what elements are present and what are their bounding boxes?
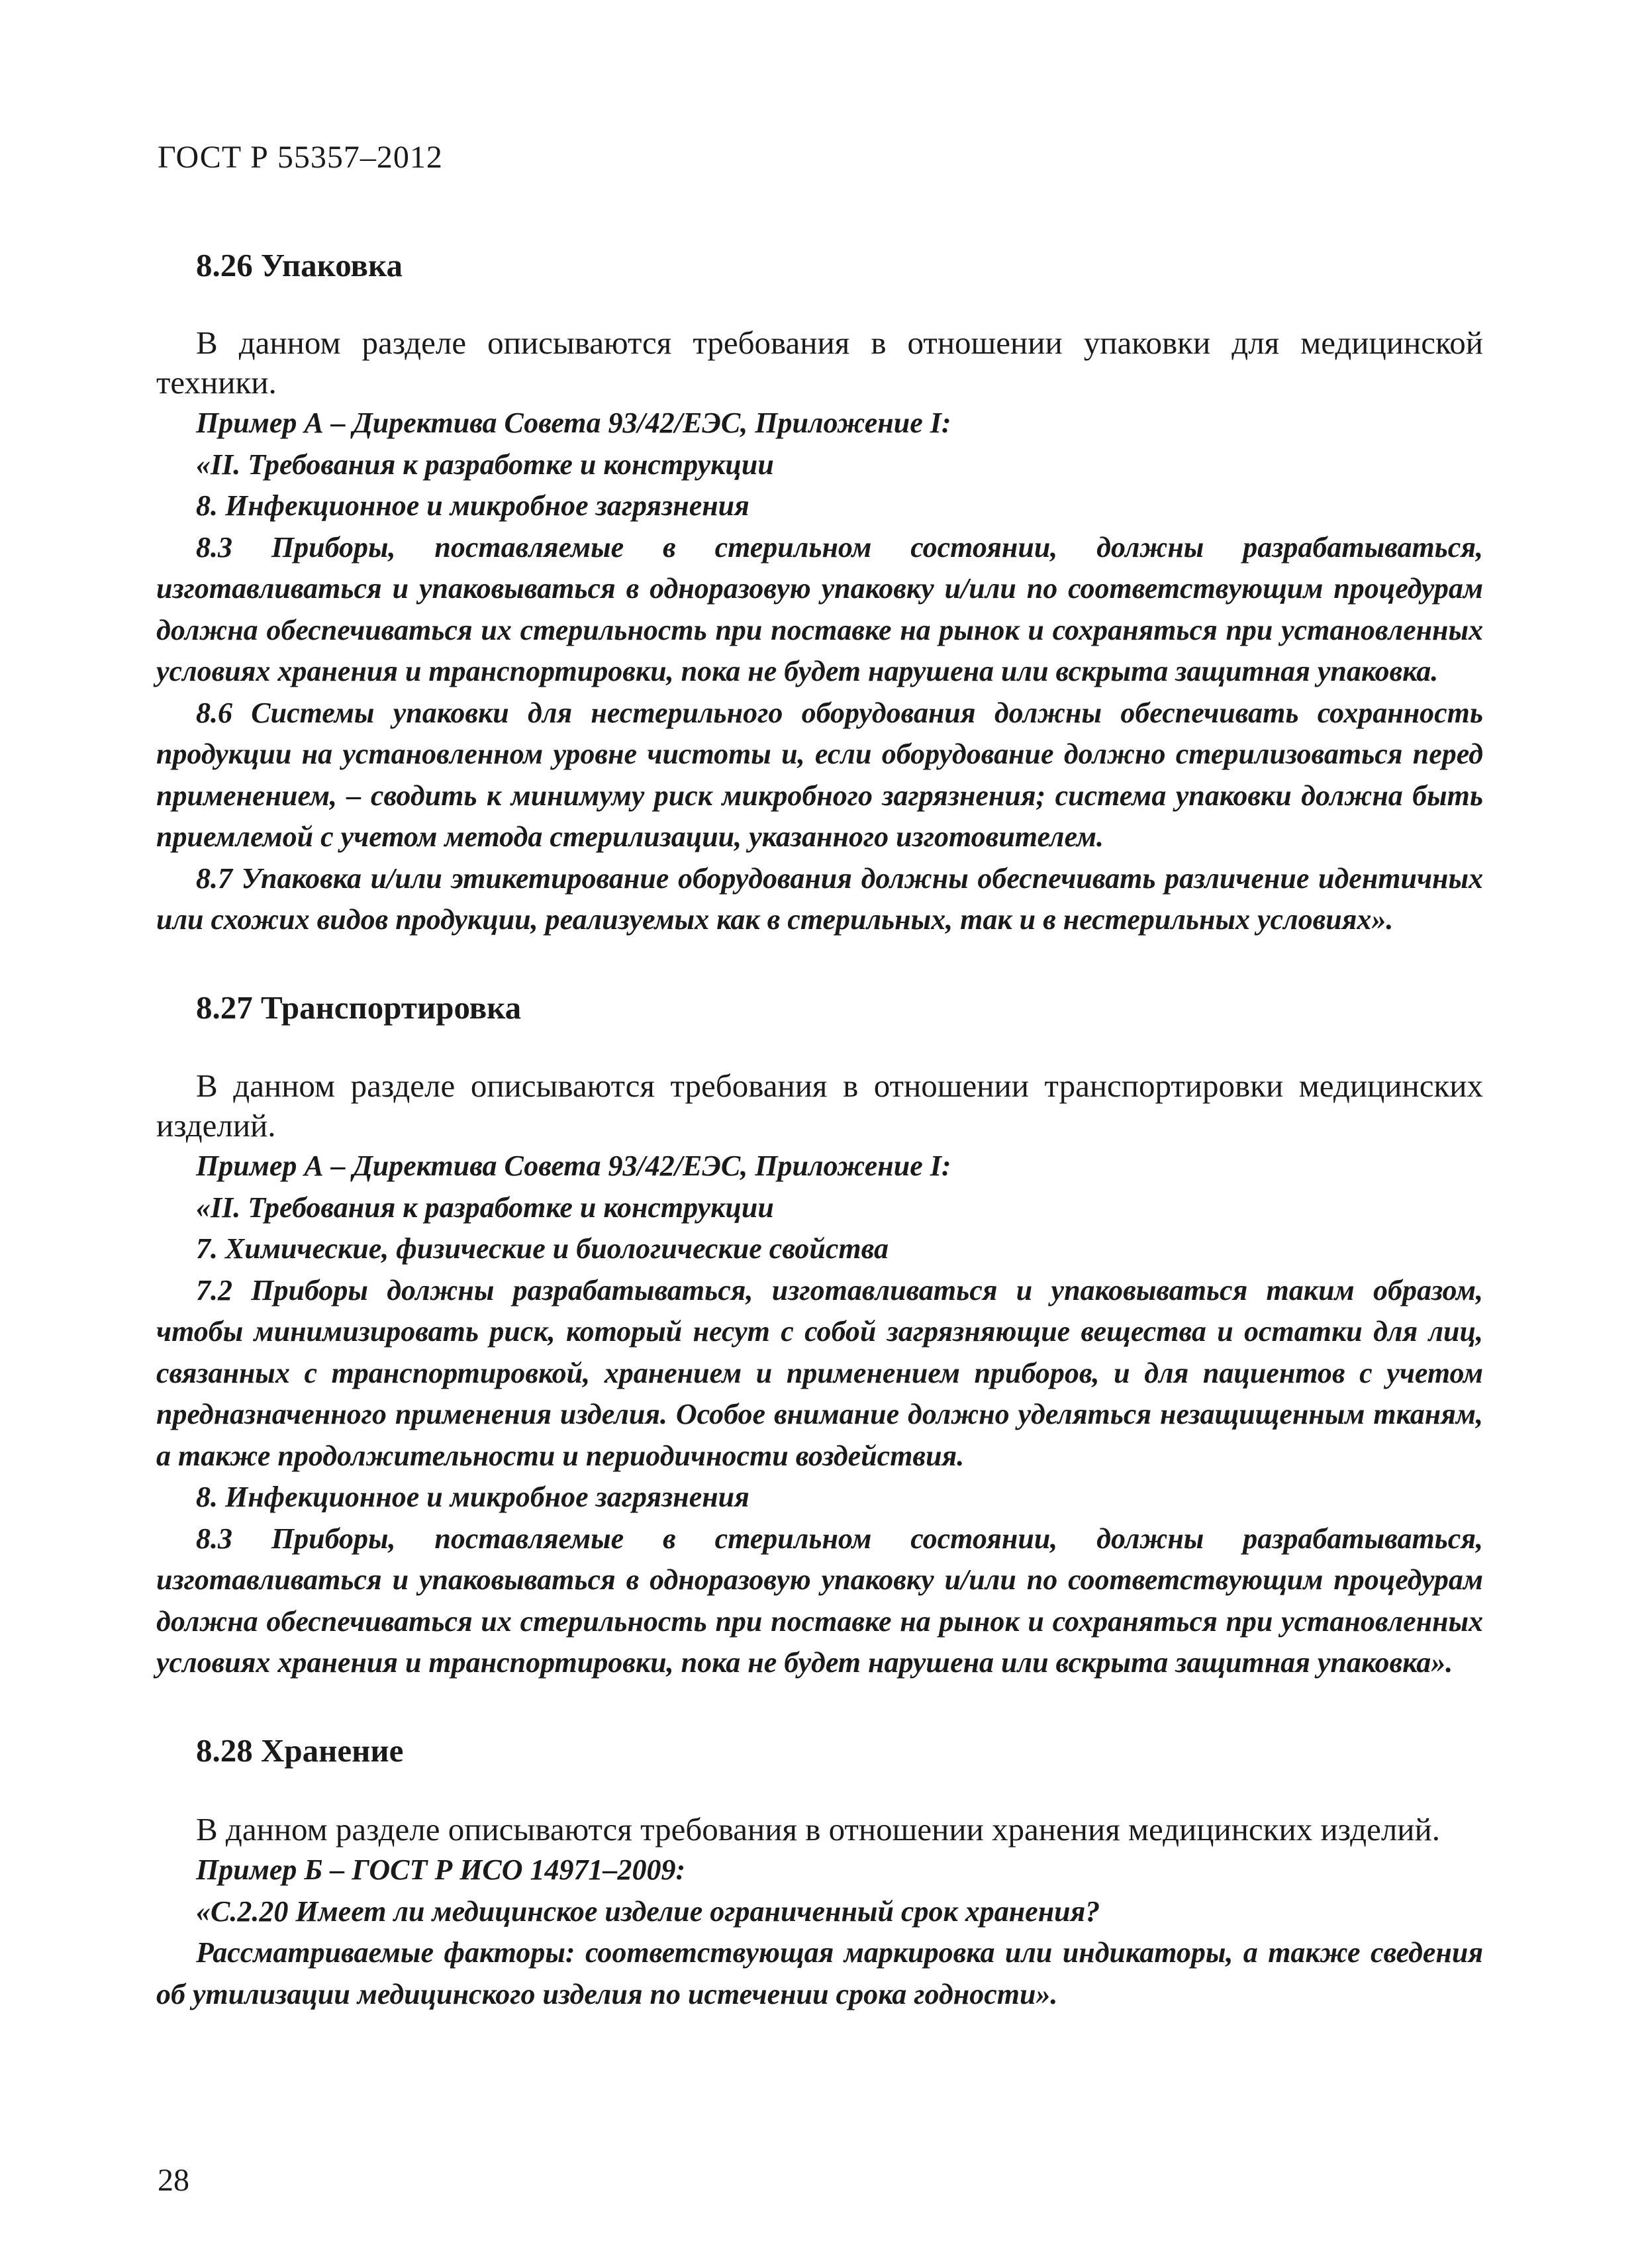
section-intro: В данном разделе описываются требования в отношении транспортировки медицинских изделий. <box>156 1067 1483 1144</box>
section-storage-body <box>156 1810 1483 2015</box>
quote-paragraph: 8.7 Упаковка и/или этикетирование оборудования должны обеспечивать различение идентичных или схожих видов продукции, реализуемых как в стерильных, так и в нестерильных условиях». <box>156 862 1483 936</box>
quote-paragraph: Рассматриваемые факторы: соответствующая маркировка или индикаторы, а также сведения об утилизации медицинского изделия по истечении срока годности». <box>156 1936 1483 2010</box>
quote-line: 7. Химические, физические и биологические свойства <box>196 1232 889 1265</box>
example-heading: Пример Б – ГОСТ Р ИСО 14971–2009: <box>196 1853 686 1886</box>
quote-line: «II. Требования к разработке и конструкции <box>196 1191 774 1224</box>
quote-paragraph: 8.6 Системы упаковки для нестерильного оборудования должны обеспечивать сохранность продукции на установленном уровне чистоты и, если оборудование должно стерилизоваться перед применением, – сводить к минимуму риск микробного загрязнения; система упаковки должна быть приемлемой с учетом метода стерилизации, указанного изготовителем. <box>156 696 1483 853</box>
quote-line: «II. Требования к разработке и конструкции <box>196 448 774 481</box>
section-intro: В данном разделе описываются требования в отношении хранения медицинских изделий. <box>196 1811 1440 1848</box>
quote-line: 8. Инфекционное и микробное загрязнения <box>196 489 749 522</box>
section-packaging-body <box>156 323 1483 941</box>
quote-line: «С.2.20 Имеет ли медицинское изделие ограниченный срок хранения? <box>196 1895 1100 1928</box>
section-title-packaging: 8.26 Упаковка <box>196 247 403 283</box>
quote-line: 8. Инфекционное и микробное загрязнения <box>196 1481 749 1513</box>
quote-paragraph: 7.2 Приборы должны разрабатываться, изготавливаться и упаковываться таким образом, чтобы минимизировать риск, который несут с собой загрязняющие вещества и остатки для лиц, связанных с транспортировкой, хранением и применением приборов, и для пациентов с учетом предназначенного применения изделия. Особое внимание должно уделяться незащищенным тканям, а также продолжительности и периодичности воздействия. <box>156 1273 1483 1472</box>
section-title-transportation: 8.27 Транспортировка <box>196 989 522 1026</box>
page-number: 28 <box>158 2163 189 2198</box>
example-heading: Пример А – Директива Совета 93/42/ЕЭС, Приложение I: <box>196 407 951 439</box>
quote-paragraph: 8.3 Приборы, поставляемые в стерильном состоянии, должны разрабатываться, изготавливаться и упаковываться в одноразовую упаковку и/или по соответствующим процедурам должна обеспечиваться их стерильность при поставке на рынок и сохраняться при установленных условиях хранения и транспортировки, пока не будет нарушена или вскрыта защитная упаковка. <box>156 530 1483 687</box>
section-title-storage: 8.28 Хранение <box>196 1732 404 1769</box>
document-code-header: ГОСТ Р 55357–2012 <box>158 140 443 175</box>
quote-paragraph: 8.3 Приборы, поставляемые в стерильном состоянии, должны разрабатываться, изготавливаться и упаковываться в одноразовую упаковку и/или по соответствующим процедурам должна обеспечиваться их стерильность при поставке на рынок и сохраняться при установленных условиях хранения и транспортировки, пока не будет нарушена или вскрыта защитная упаковка». <box>156 1522 1483 1679</box>
section-transportation-body <box>156 1066 1483 1684</box>
section-intro: В данном разделе описываются требования в отношении упаковки для медицинской техники. <box>156 324 1483 401</box>
example-heading: Пример А – Директива Совета 93/42/ЕЭС, Приложение I: <box>196 1150 951 1182</box>
